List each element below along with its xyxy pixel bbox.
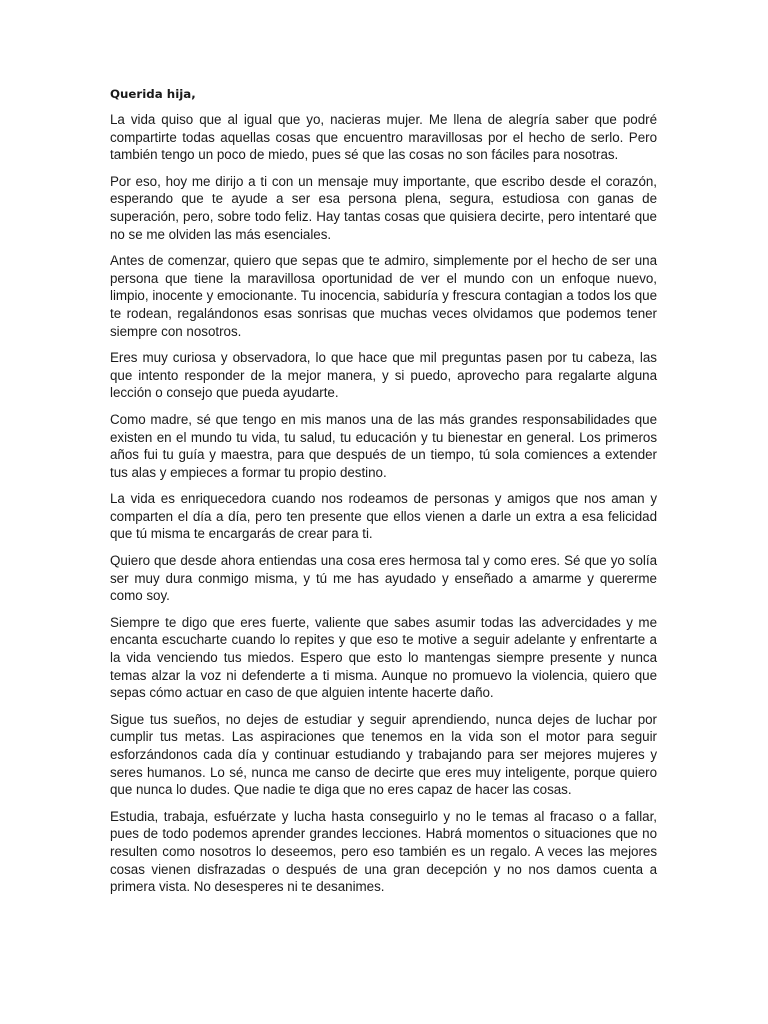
paragraph: La vida quiso que al igual que yo, nacieras mujer. Me llena de alegría saber que podré compartirte todas aquellas cosas que encuentro maravillosas por el hecho de serlo. Pero también tengo un poco de miedo, pues sé que las cosas no son fáciles para nosotras. <box>110 112 657 163</box>
paragraph: Estudia, trabaja, esfuérzate y lucha hasta conseguirlo y no le temas al fracaso o a fallar, pues de todo podemos aprender grandes lecciones. Habrá momentos o situaciones que no resulten como nosotros lo deseemos, pero eso también es un regalo. A veces las mejores cosas vienen disfrazadas o después de una gran decepción y no nos damos cuenta a primera vista. No desesperes ni te desanimes. <box>110 808 657 895</box>
paragraph: La vida es enriquecedora cuando nos rodeamos de personas y amigos que nos aman y comparten el día a día, pero ten presente que ellos vienen a darle un extra a esa felicidad que tú misma te encargarás de crear para ti. <box>110 491 657 542</box>
paragraph: Como madre, sé que tengo en mis manos una de las más grandes responsabilidades que existen en el mundo tu vida, tu salud, tu educación y tu bienestar en general. Los primeros años fui tu guía y maestra, para que después de un tiempo, tú sola comiences a extender tus alas y empieces a formar tu propio destino. <box>110 411 657 480</box>
paragraph: Eres muy curiosa y observadora, lo que hace que mil preguntas pasen por tu cabeza, las que intento responder de la mejor manera, y si puedo, aprovecho para regalarte alguna lección o consejo que pueda ayudarte. <box>110 350 657 401</box>
paragraph: Sigue tus sueños, no dejes de estudiar y seguir aprendiendo, nunca dejes de luchar por cumplir tus metas. Las aspiraciones que tenemos en la vida son el motor para seguir esforzándonos cada día y continuar estudiando y trabajando para ser mejores mujeres y seres humanos. Lo sé, nunca me canso de decirte que eres muy inteligente, porque quiero que nunca lo dudes. Que nadie te diga que no eres capaz de hacer las cosas. <box>110 711 657 798</box>
letter-salutation: Querida hija, <box>110 87 196 101</box>
paragraph: Antes de comenzar, quiero que sepas que te admiro, simplemente por el hecho de ser una persona que tiene la maravillosa oportunidad de ver el mundo con un enfoque nuevo, limpio, inocente y emocionante. Tu inocencia, sabiduría y frescura contagian a todos los que te rodean, regalándonos esas sonrisas que muchas veces olvidamos que podemos tener siempre con nosotros. <box>110 253 657 339</box>
paragraph: Siempre te digo que eres fuerte, valiente que sabes asumir todas las advercidades y me encanta escucharte cuando lo repites y que eso te motive a seguir adelante y enfrentarte a la vida venciendo tus miedos. Espero que esto lo mantengas siempre presente y nunca temas alzar la voz ni defenderte a ti misma. Aunque no promuevo la violencia, quiero que sepas cómo actuar en caso de que alguien intente hacerte daño. <box>110 614 657 701</box>
paragraph: Quiero que desde ahora entiendas una cosa eres hermosa tal y como eres. Sé que yo solía ser muy dura conmigo misma, y tú me has ayudado y enseñado a amarme y quererme como soy. <box>110 553 657 604</box>
letter-body <box>110 86 657 905</box>
paragraph: Por eso, hoy me dirijo a ti con un mensaje muy importante, que escribo desde el corazón, esperando que te ayude a ser esa persona plena, segura, estudiosa con ganas de superación, pero, sobre todo feliz. Hay tantas cosas que quisiera decirte, pero intentaré que no se me olviden las más esenciales. <box>110 173 657 242</box>
